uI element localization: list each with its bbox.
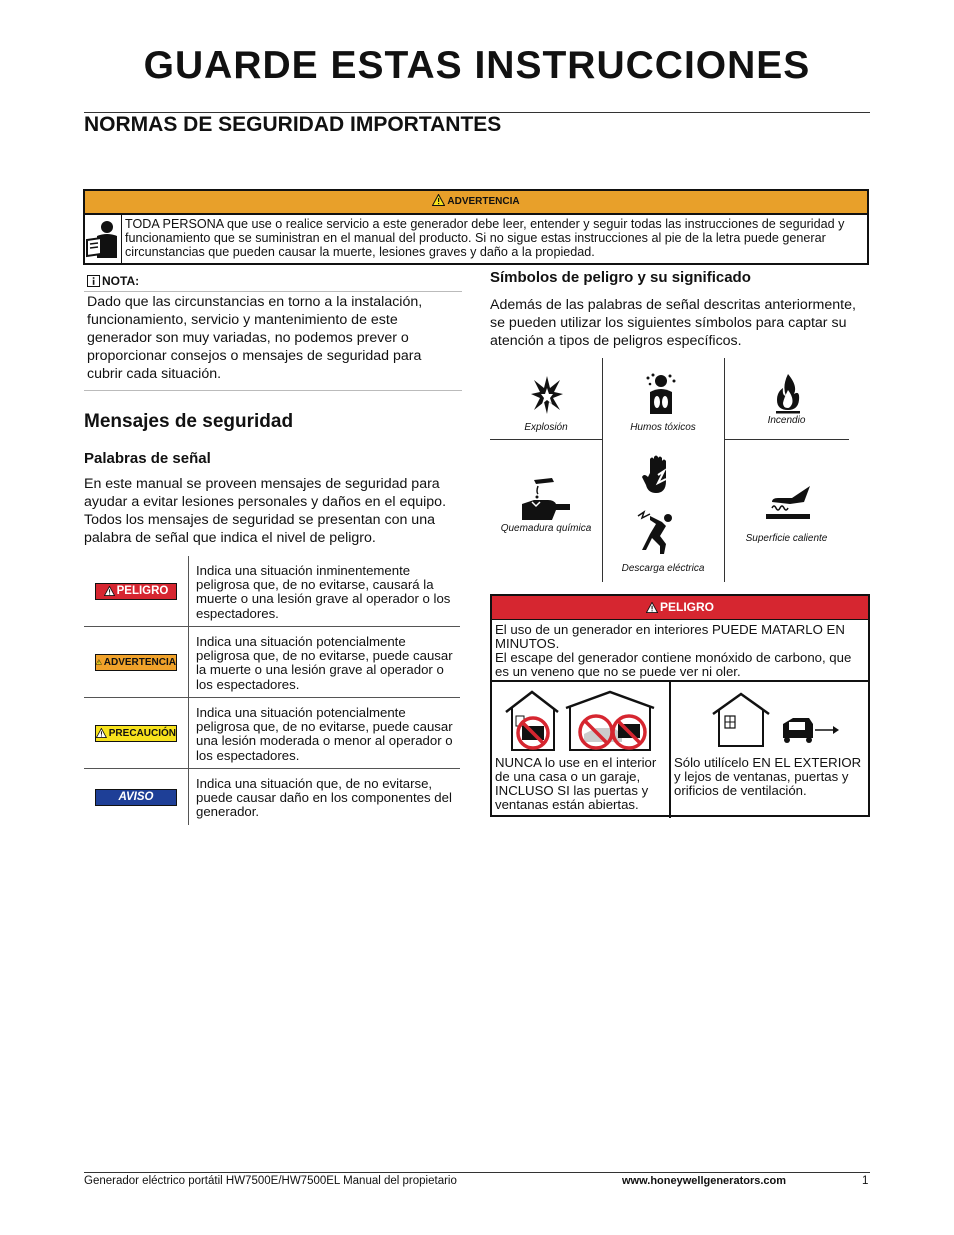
signal-description: Indica una situación que, de no evitarse, puede causar daño en los componentes del generador. (196, 776, 452, 820)
warning-header (85, 191, 867, 215)
table-row (84, 556, 460, 627)
signal-words-table (84, 556, 460, 825)
danger-line-1: El uso de un generador en interiores PUEDE MATARLO EN MINUTOS. (495, 622, 845, 651)
warning-triangle-icon (104, 586, 115, 596)
table-row (84, 698, 460, 769)
page-title: GUARDE ESTAS INSTRUCCIONES (143, 44, 811, 87)
electric-shock-icon (636, 510, 680, 556)
hazard-symbols-heading: Símbolos de peligro y su significado (490, 269, 751, 286)
note-text: Dado que las circunstancias en torno a la instalación, funcionamiento, servicio y mantenimiento de este generador son muy variadas, no podemos prever o proporcionar consejos o mensajes de seguridad para cubrir cada situación. (87, 294, 423, 382)
footer-manual-title: Generador eléctrico portátil HW7500E/HW7500EL Manual del propietario (84, 1175, 457, 1187)
footer-divider (84, 1172, 870, 1173)
info-icon (87, 275, 100, 287)
warning-text: TODA PERSONA que use o realice servicio a este generador debe leer, entender y seguir todas las instrucciones de seguridad y funcionamiento que se suministran en el manual del producto. Si no sigue estas instrucciones al pie de la letra puede generar circunstancias que pueden causar la muerte, lesiones graves y daño a la propiedad. (125, 217, 845, 259)
signal-description: Indica una situación potencialmente peligrosa que, de no evitarse, puede causar la muerte o una lesión grave al operador o los espectadores. (196, 634, 453, 692)
precaucion-badge: PRECAUCIÓN (95, 725, 177, 742)
symbol-label: Incendio (767, 415, 806, 426)
electric-shock-hand-icon (640, 453, 680, 497)
outdoor-use-panel (671, 682, 868, 818)
footer-website: www.honeywellgenerators.com (622, 1175, 787, 1187)
signal-words-heading: Palabras de señal (84, 450, 211, 467)
note-label (87, 274, 139, 288)
read-manual-icon (85, 220, 121, 260)
signal-description: Indica una situación potencialmente peligrosa que, de no evitarse, puede causar una lesión moderada o menor al operador o los espectadores. (196, 705, 453, 763)
symbol-label: Quemadura química (500, 523, 592, 534)
toxic-fumes-icon (644, 372, 678, 416)
warning-triangle-icon (96, 728, 107, 738)
section-title: NORMAS DE SEGURIDAD IMPORTANTES (84, 113, 502, 136)
indoor-warning-caption: NUNCA lo use en el interior de una casa o un garaje, INCLUSO SI las puertas y ventanas están abiertas. (495, 755, 657, 812)
symbol-label: Superficie caliente (745, 533, 828, 544)
warning-triangle-icon (96, 657, 102, 667)
signal-words-text: En este manual se proveen mensajes de seguridad para ayudar a evitar lesiones personales y daños en el equipo. Todos los mensajes de seguridad se presentan con una palabra de señal que indica el nivel de peligro. (84, 476, 447, 546)
warning-triangle-icon (432, 194, 445, 206)
symbol-label: Descarga eléctrica (621, 563, 705, 574)
danger-line-2: El escape del generador contiene monóxido de carbono, que es un veneno que no se puede ver ni oler. (495, 650, 852, 679)
table-row (84, 769, 460, 825)
symbol-label: Humos tóxicos (630, 422, 696, 433)
signal-description: Indica una situación inminentemente peligrosa que, de no evitarse, causará la muerte o una lesión grave al operador o los espectadores. (196, 563, 451, 621)
hazard-symbols-text: Además de las palabras de señal descritas anteriormente, se pueden utilizar los siguientes símbolos para captar su atención a tipos de peligros específicos. (490, 297, 856, 349)
warning-label: ADVERTENCIA (447, 196, 520, 207)
no-indoor-use-icon (504, 690, 658, 752)
peligro-badge: PELIGRO (95, 583, 177, 600)
page-number: 1 (862, 1175, 869, 1187)
explosion-icon (530, 374, 564, 416)
safety-messages-heading: Mensajes de seguridad (84, 411, 294, 432)
danger-header (492, 596, 868, 620)
note-divider-bottom (84, 390, 462, 391)
warning-triangle-icon (646, 602, 658, 613)
note-divider-top (84, 291, 462, 292)
chemical-burn-icon (520, 476, 574, 522)
fire-icon (774, 372, 802, 414)
table-row (84, 627, 460, 698)
advertencia-badge: ADVERTENCIA (95, 654, 177, 671)
indoor-prohibited-panel (492, 682, 671, 818)
aviso-badge: AVISO (95, 789, 177, 806)
danger-text (492, 620, 868, 682)
hazard-symbols-grid (490, 358, 870, 582)
outdoor-use-icon (711, 692, 841, 750)
danger-box (490, 594, 870, 817)
outdoor-instruction-caption: Sólo utilícelo EN EL EXTERIOR y lejos de ventanas, puertas y orificios de ventilación. (674, 755, 862, 798)
hot-surface-icon (764, 484, 812, 520)
symbol-label: Explosión (524, 422, 568, 433)
warning-box (83, 189, 869, 265)
danger-label: PELIGRO (659, 600, 714, 614)
note-label-text: NOTA: (102, 274, 140, 288)
